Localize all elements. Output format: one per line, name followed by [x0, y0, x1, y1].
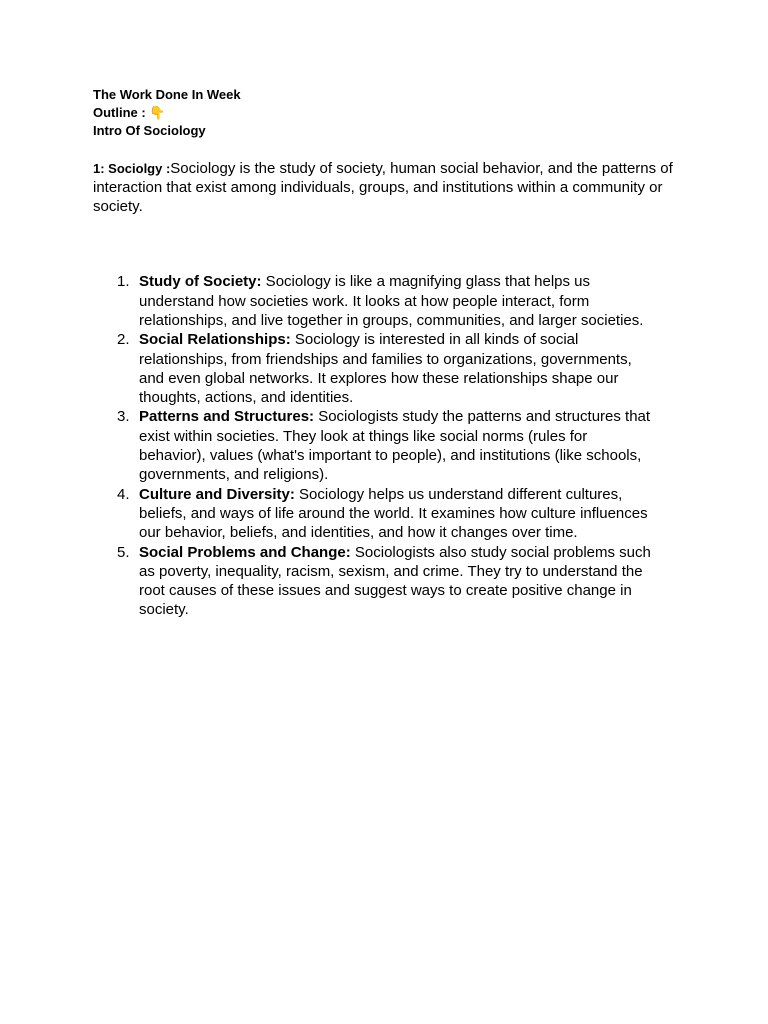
section-subtitle: Intro Of Sociology [93, 123, 206, 138]
list-item-term: Study of Society: [139, 273, 262, 291]
intro-text: Sociology is the study of society, human social behavior, and the patterns of interaction that exist among individuals, groups, and institutions within a community or society. [93, 159, 673, 216]
list-item-number: 5. [117, 543, 130, 561]
list-item-number: 3. [117, 408, 130, 426]
document-page [93, 86, 673, 620]
outline-label: Outline : [93, 104, 146, 120]
list-item [117, 330, 652, 407]
list-item [117, 543, 652, 620]
list-item-number: 2. [117, 331, 130, 349]
list-item-term: Patterns and Structures: [139, 408, 315, 426]
list-item [117, 485, 652, 543]
list-item-text: Sociology is interested in all kinds of social relationships, from friendships and families to organizations, governments, and even global networks. It explores how these relationships shape our thoughts, actions, and identities. [139, 331, 632, 407]
outline-line [93, 104, 673, 123]
list-item-term: Social Relationships: [139, 331, 291, 349]
list-item-term: Culture and Diversity: [139, 485, 295, 503]
numbered-list [117, 272, 652, 619]
intro-paragraph [93, 159, 673, 217]
list-item-text: Sociologists study the patterns and structures that exist within societies. They look at things like social norms (rules for behavior), values (what's important to people), and institutions (like schools, governments, and religions). [139, 408, 651, 484]
list-item [117, 407, 652, 484]
intro-label: 1: Sociolgy : [93, 160, 171, 176]
list-item-text: Sociology helps us understand different cultures, beliefs, and ways of life around the world. It examines how culture influences our behavior, beliefs, and identities, and how it changes over time. [139, 485, 648, 542]
pointing-down-icon: 👇 [149, 105, 166, 121]
document-title: The Work Done In Week [93, 87, 241, 102]
list-item-text: Sociologists also study social problems such as poverty, inequality, racism, sexism, and crime. They try to understand the root causes of these issues and suggest ways to create positive change in society. [139, 543, 651, 619]
list-item-term: Social Problems and Change: [139, 543, 351, 561]
list-item [117, 272, 652, 330]
list-item-text: Sociology is like a magnifying glass that helps us understand how societies work. It looks at how people interact, form relationships, and live together in groups, communities, and larger societies. [139, 273, 644, 329]
list-item-number: 1. [117, 273, 130, 291]
list-item-number: 4. [117, 485, 130, 503]
